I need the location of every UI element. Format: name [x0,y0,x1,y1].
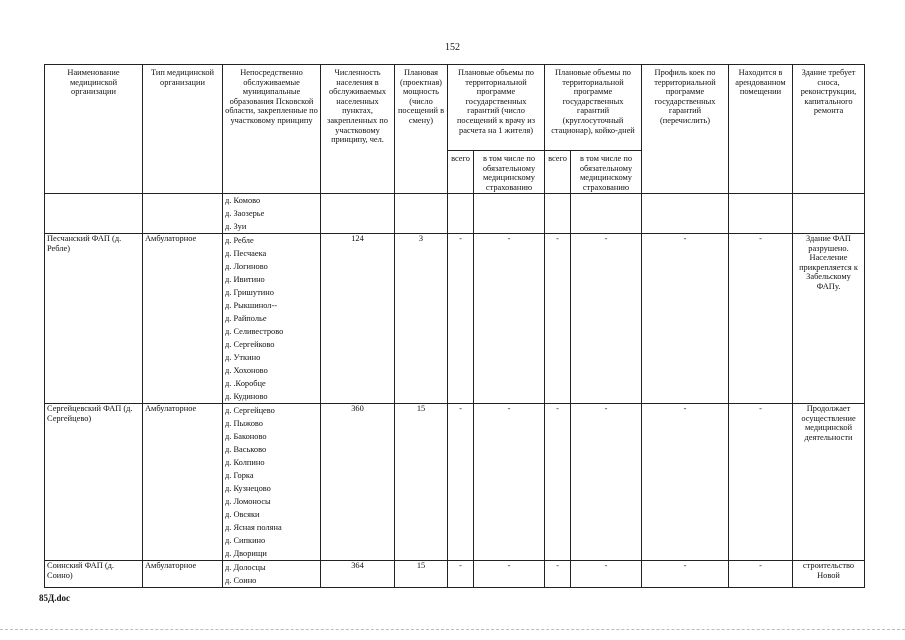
table-row [45,234,865,404]
visits-oms-cell: - [474,404,545,561]
capacity-cell [395,194,448,234]
beds-total-cell: - [545,404,571,561]
header-type: Тип медицинской организации [143,65,223,194]
header-vol-beds: Плановые объемы по территориальной программе государственных гарантий (круглосуточный стационар), койко-дней [545,65,642,151]
header-population: Численность населения в обслуживаемых населенных пунктах, закрепленных по участковому принципу, чел. [321,65,395,194]
profile-cell: - [642,234,729,404]
village-item: д. Ломоносы [225,497,271,506]
header-served: Непосредственно обслуживаемые муниципальные образования Псковской области, закрепленные по участковому принципу [223,65,321,194]
header-vol-visits: Плановые объемы по территориальной программе государственных гарантий (число посещений к врачу из расчета на 1 жителя) [448,65,545,151]
visits-total-cell [448,194,474,234]
population-cell: 124 [321,234,395,404]
facility-type-cell: Амбулаторное [143,234,223,404]
facility-name-cell: Песчанский ФАП (д. Ребле) [45,234,143,404]
profile-cell: - [642,561,729,588]
village-item: д. .Коробце [225,379,266,388]
profile-cell [642,194,729,234]
rented-cell: - [729,234,793,404]
village-item: д. Кудиново [225,392,268,401]
village-item: д. Овсяки [225,510,260,519]
village-item: д. Баконово [225,432,267,441]
facility-name-cell [45,194,143,234]
header-beds-oms: в том числе по обязательному медицинскому страхованию [571,151,642,194]
village-item: д. Рыкшинол-- [225,301,278,310]
rented-cell: - [729,561,793,588]
rented-cell [729,194,793,234]
header-row [45,65,865,151]
table-row [45,404,865,561]
table-row [45,561,865,588]
beds-total-cell: - [545,234,571,404]
village-item: д. Логиново [225,262,268,271]
village-item: д. Соино [225,576,257,585]
village-item: д. Кузнецово [225,484,271,493]
visits-total-cell: - [448,561,474,588]
header-beds-total: всего [545,151,571,194]
village-item: д. Зуи [225,222,247,231]
table-row [45,194,865,234]
facility-type-cell [143,194,223,234]
visits-total-cell: - [448,404,474,561]
header-visits-total: всего [448,151,474,194]
village-item: д. Долосцы [225,563,266,572]
repair-note-cell: Продолжает осуществление медицинской деятельности [793,404,865,561]
rented-cell: - [729,404,793,561]
visits-oms-cell [474,194,545,234]
villages-cell [223,194,321,234]
beds-oms-cell: - [571,404,642,561]
header-capacity: Плановая (проектная) мощность (число посещений в смену) [395,65,448,194]
village-item: д. Селивестрово [225,327,284,336]
page-number: 152 [445,42,460,53]
repair-note-cell: строительство Новой [793,561,865,588]
village-item: д. Сергейцево [225,406,275,415]
villages-cell [223,404,321,561]
village-item: д. Уткино [225,353,261,362]
repair-note-cell: Здание ФАП разрушено. Население прикрепляется к Забельскому ФАПу. [793,234,865,404]
beds-total-cell: - [545,561,571,588]
village-item: д. Сергейково [225,340,275,349]
village-item: д. Ясная поляна [225,523,282,532]
visits-oms-cell: - [474,561,545,588]
village-item: д. Пыжово [225,419,263,428]
village-item: д. Гришутино [225,288,274,297]
visits-total-cell: - [448,234,474,404]
village-item: д. Комово [225,196,261,205]
villages-cell [223,561,321,588]
population-cell [321,194,395,234]
header-name: Наименование медицинской организации [45,65,143,194]
village-item: д. Васьково [225,445,267,454]
beds-total-cell [545,194,571,234]
village-item: д. Сипкино [225,536,266,545]
capacity-cell: 15 [395,404,448,561]
header-rented: Находится в арендованном помещении [729,65,793,194]
facility-type-cell: Амбулаторное [143,561,223,588]
facilities-table [44,64,865,588]
village-item: д. Ребле [225,236,254,245]
facility-type-cell: Амбулаторное [143,404,223,561]
population-cell: 360 [321,404,395,561]
header-repair: Здание требует сноса, реконструкции, капитального ремонта [793,65,865,194]
beds-oms-cell: - [571,561,642,588]
village-item: д. Песчаека [225,249,267,258]
villages-cell [223,234,321,404]
header-profile: Профиль коек по территориальной программе государственных гарантий (перечислить) [642,65,729,194]
facility-name-cell: Соинский ФАП (д. Соино) [45,561,143,588]
village-item: д. Заозерье [225,209,265,218]
village-item: д. Дворищи [225,549,267,558]
profile-cell: - [642,404,729,561]
beds-oms-cell [571,194,642,234]
village-item: д. Хохоново [225,366,268,375]
visits-oms-cell: - [474,234,545,404]
village-item: д. Горка [225,471,254,480]
repair-note-cell [793,194,865,234]
village-item: д. Колпино [225,458,265,467]
page-edge-divider [0,629,905,632]
header-visits-oms: в том числе по обязательному медицинскому страхованию [474,151,545,194]
beds-oms-cell: - [571,234,642,404]
village-item: д. Райполье [225,314,267,323]
village-item: д. Ивитино [225,275,265,284]
population-cell: 364 [321,561,395,588]
capacity-cell: 15 [395,561,448,588]
file-name: 85Д.doc [39,593,70,603]
facility-name-cell: Сергейцевский ФАП (д. Сергейцево) [45,404,143,561]
capacity-cell: 3 [395,234,448,404]
